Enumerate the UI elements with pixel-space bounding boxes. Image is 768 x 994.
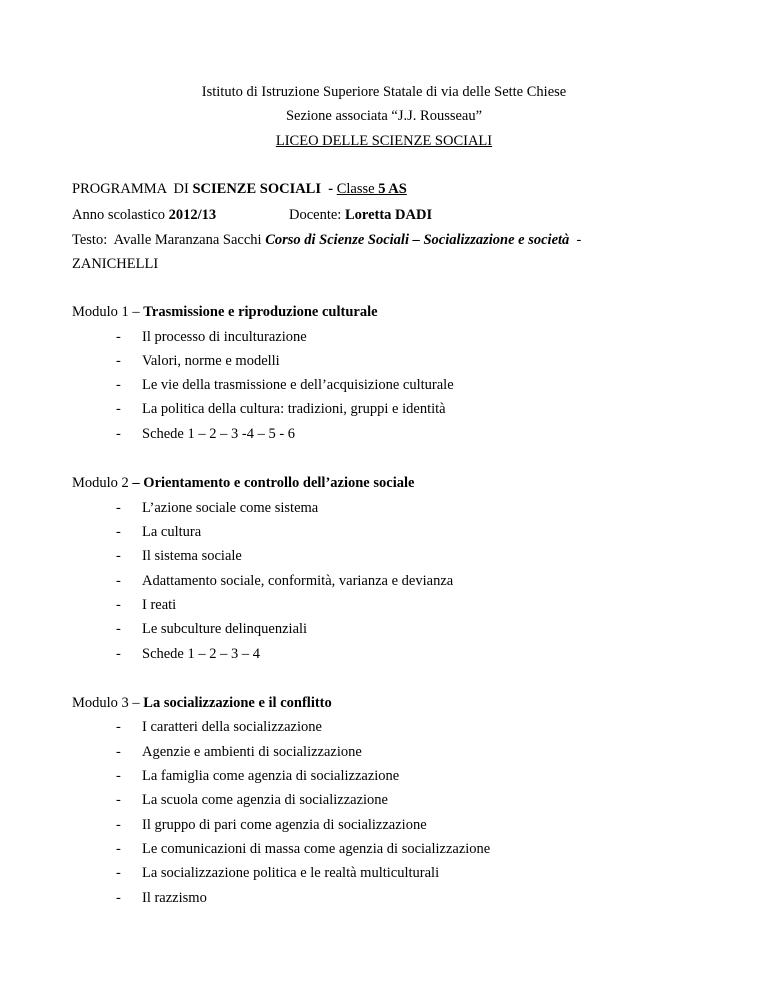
teacher-value: Loretta DADI xyxy=(344,207,433,223)
list-dash: - xyxy=(116,548,121,564)
module-1-heading xyxy=(72,303,378,321)
teacher-label: Docente: xyxy=(289,207,345,223)
module-2-heading xyxy=(72,474,414,492)
textbook-trailing: - xyxy=(569,232,582,248)
textbook-publisher: ZANICHELLI xyxy=(72,256,159,272)
teacher-line xyxy=(289,206,432,224)
list-dash: - xyxy=(116,621,121,637)
list-item-text: Il processo di inculturazione xyxy=(142,329,307,345)
school-name xyxy=(0,132,768,150)
list-item-text: Il sistema sociale xyxy=(142,548,242,564)
list-dash: - xyxy=(116,426,121,442)
list-dash: - xyxy=(116,768,121,784)
school-name-text: LICEO DELLE SCIENZE SOCIALI xyxy=(275,133,493,149)
list-item-text: Le vie della trasmissione e dell’acquisizione culturale xyxy=(142,377,454,393)
list-item-text: Il razzismo xyxy=(142,890,207,906)
program-class-label: Classe xyxy=(336,181,379,197)
list-dash: - xyxy=(116,353,121,369)
list-dash: - xyxy=(116,841,121,857)
module-1-label: Modulo 1 – xyxy=(72,304,144,320)
module-3-title: La socializzazione e il conflitto xyxy=(143,695,332,711)
list-item-text: La scuola come agenzia di socializzazione xyxy=(142,792,388,808)
list-dash: - xyxy=(116,817,121,833)
list-dash: - xyxy=(116,524,121,540)
module-2-title: – Orientamento e controllo dell’azione sociale xyxy=(132,475,415,491)
list-item-text: Le comunicazioni di massa come agenzia di socializzazione xyxy=(142,841,491,857)
list-dash: - xyxy=(116,500,121,516)
list-item-text: La socializzazione politica e le realtà multiculturali xyxy=(142,865,440,881)
textbook-label: Testo: Avalle Maranzana Sacchi xyxy=(72,232,266,248)
institute-name: Istituto di Istruzione Superiore Statale di via delle Sette Chiese xyxy=(201,84,567,100)
program-line xyxy=(72,180,407,198)
textbook-title: Corso di Scienze Sociali – Socializzazione e società xyxy=(265,232,570,248)
textbook-line xyxy=(72,231,581,249)
list-item-text: La politica della cultura: tradizioni, gruppi e identità xyxy=(142,401,446,417)
list-dash: - xyxy=(116,573,121,589)
list-dash: - xyxy=(116,890,121,906)
list-dash: - xyxy=(116,744,121,760)
list-dash: - xyxy=(116,865,121,881)
list-item-text: Valori, norme e modelli xyxy=(142,353,280,369)
program-subject: SCIENZE SOCIALI xyxy=(192,181,322,197)
year-value: 2012/13 xyxy=(168,207,217,223)
list-item-text: Adattamento sociale, conformità, varianza e devianza xyxy=(142,573,454,589)
list-dash: - xyxy=(116,377,121,393)
program-class-sep: - xyxy=(321,181,337,197)
list-dash: - xyxy=(116,646,121,662)
list-dash: - xyxy=(116,597,121,613)
module-3-label: Modulo 3 – xyxy=(72,695,144,711)
module-1-title: Trasmissione e riproduzione culturale xyxy=(143,304,378,320)
year-line xyxy=(72,206,216,224)
list-item-text: Agenzie e ambienti di socializzazione xyxy=(142,744,362,760)
list-dash: - xyxy=(116,329,121,345)
list-item-text: La cultura xyxy=(142,524,202,540)
list-dash: - xyxy=(116,719,121,735)
list-item-text: Il gruppo di pari come agenzia di socializzazione xyxy=(142,817,427,833)
list-item-text: La famiglia come agenzia di socializzazione xyxy=(142,768,400,784)
year-label: Anno scolastico xyxy=(72,207,169,223)
module-3-heading xyxy=(72,694,332,712)
program-class-value: 5 AS xyxy=(378,181,407,197)
list-item-text: Schede 1 – 2 – 3 – 4 xyxy=(142,646,260,662)
list-dash: - xyxy=(116,792,121,808)
program-prefix: PROGRAMMA DI xyxy=(72,181,193,197)
list-item-text: L’azione sociale come sistema xyxy=(142,500,319,516)
list-dash: - xyxy=(116,401,121,417)
list-item-text: I reati xyxy=(142,597,177,613)
list-item-text: Le subculture delinquenziali xyxy=(142,621,308,637)
section-name: Sezione associata “J.J. Rousseau” xyxy=(285,108,483,124)
list-item-text: I caratteri della socializzazione xyxy=(142,719,322,735)
module-2-label: Modulo 2 xyxy=(72,475,133,491)
list-item-text: Schede 1 – 2 – 3 -4 – 5 - 6 xyxy=(142,426,296,442)
